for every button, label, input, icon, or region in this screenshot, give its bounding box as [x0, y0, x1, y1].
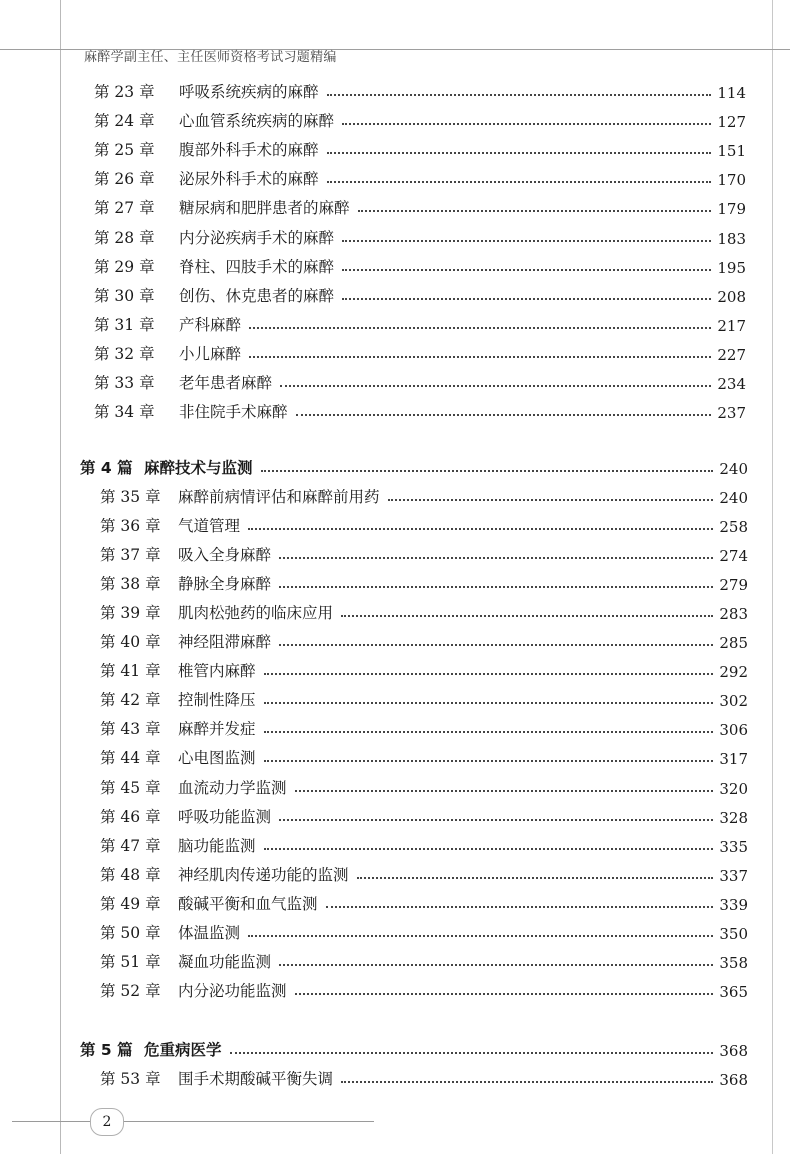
toc-chapter-entry: [100, 742, 748, 768]
chapter-title: 神经肌肉传递功能的监测: [178, 866, 349, 884]
dot-leader: [279, 643, 713, 646]
dot-leader: [279, 556, 713, 559]
chapter-number: 第 39 章: [100, 604, 161, 622]
part-title: 麻醉技术与监测: [144, 459, 253, 477]
chapter-number: 第 46 章: [100, 808, 161, 826]
page-ref: 170: [717, 171, 746, 189]
page-ref: 258: [719, 518, 748, 536]
chapter-number: 第 23 章: [94, 83, 155, 101]
page-ref: 151: [717, 142, 746, 160]
toc-chapter-entry: [94, 76, 746, 102]
chapter-number: 第 51 章: [100, 953, 161, 971]
page-ref: 240: [719, 489, 748, 507]
toc-chapter-entry: [94, 309, 746, 335]
chapter-title: 内分泌疾病手术的麻醉: [179, 229, 335, 247]
chapter-number: 第 41 章: [100, 662, 161, 680]
toc-chapter-entry: [100, 539, 748, 565]
page-ref: 195: [717, 259, 746, 277]
chapter-title: 吸入全身麻醉: [178, 546, 272, 564]
toc-chapter-entry: [100, 801, 748, 827]
dot-leader: [279, 963, 713, 966]
chapter-number: 第 28 章: [94, 229, 155, 247]
dot-leader: [249, 355, 711, 358]
chapter-title: 心电图监测: [178, 749, 256, 767]
page-frame-left-rule: [60, 0, 61, 1154]
chapter-number: 第 27 章: [94, 199, 155, 217]
dot-leader: [327, 93, 712, 96]
toc-part-entry: [80, 1034, 748, 1060]
page-ref: 328: [719, 809, 748, 827]
chapter-number: 第 38 章: [100, 575, 161, 593]
page-ref: 368: [719, 1071, 748, 1089]
page-ref: 368: [719, 1042, 748, 1060]
chapter-number: 第 47 章: [100, 837, 161, 855]
chapter-title: 脊柱、四肢手术的麻醉: [179, 258, 335, 276]
dot-leader: [264, 759, 714, 762]
page-ref: 183: [717, 230, 746, 248]
toc-chapter-entry: [94, 163, 746, 189]
page-ref: 285: [719, 634, 748, 652]
dot-leader: [249, 326, 711, 329]
dot-leader: [248, 527, 713, 530]
chapter-title: 腹部外科手术的麻醉: [179, 141, 319, 159]
toc-chapter-entry: [94, 396, 746, 422]
chapter-number: 第 30 章: [94, 287, 155, 305]
chapter-number: 第 31 章: [94, 316, 155, 334]
page-ref: 339: [719, 896, 748, 914]
chapter-title: 糖尿病和肥胖患者的麻醉: [179, 199, 350, 217]
page-ref: 240: [719, 460, 748, 478]
chapter-title: 创伤、休克患者的麻醉: [179, 287, 335, 305]
chapter-title: 产科麻醉: [179, 316, 242, 334]
page-ref: 317: [719, 750, 748, 768]
chapter-number: 第 48 章: [100, 866, 161, 884]
page-ref: 208: [717, 288, 746, 306]
chapter-number: 第 42 章: [100, 691, 161, 709]
chapter-number: 第 34 章: [94, 403, 155, 421]
dot-leader: [327, 151, 712, 154]
dot-leader: [264, 847, 714, 850]
toc-chapter-entry: [100, 510, 748, 536]
dot-leader: [279, 585, 713, 588]
dot-leader: [230, 1051, 714, 1054]
chapter-title: 肌肉松弛药的临床应用: [178, 604, 334, 622]
page-ref: 279: [719, 576, 748, 594]
toc-chapter-entry: [100, 1063, 748, 1089]
chapter-number: 第 33 章: [94, 374, 155, 392]
page-ref: 234: [717, 375, 746, 393]
chapter-number: 第 49 章: [100, 895, 161, 913]
toc-part-entry: [80, 452, 748, 478]
chapter-title: 泌尿外科手术的麻醉: [179, 170, 319, 188]
dot-leader: [296, 413, 712, 416]
dot-leader: [248, 934, 713, 937]
page-ref: 227: [717, 346, 746, 364]
page-ref: 335: [719, 838, 748, 856]
footer-rule-left: [12, 1121, 90, 1122]
chapter-title: 脑功能监测: [178, 837, 256, 855]
dot-leader: [327, 180, 712, 183]
page-ref: 306: [719, 721, 748, 739]
page-ref: 320: [719, 780, 748, 798]
toc-chapter-entry: [100, 597, 748, 623]
running-head: 麻醉学副主任、主任医师资格考试习题精编: [84, 50, 337, 65]
toc-chapter-entry: [100, 481, 748, 507]
page-ref: 237: [717, 404, 746, 422]
chapter-number: 第 37 章: [100, 546, 161, 564]
dot-leader: [358, 209, 712, 212]
page-ref: 358: [719, 954, 748, 972]
dot-leader: [264, 701, 714, 704]
chapter-title: 体温监测: [178, 924, 241, 942]
toc-chapter-entry: [100, 888, 748, 914]
dot-leader: [342, 268, 711, 271]
dot-leader: [341, 1080, 713, 1083]
page-frame-right-rule: [772, 0, 773, 1154]
dot-leader: [326, 905, 714, 908]
toc-chapter-entry: [100, 626, 748, 652]
chapter-number: 第 53 章: [100, 1070, 161, 1088]
toc-chapter-entry: [100, 975, 748, 1001]
chapter-number: 第 25 章: [94, 141, 155, 159]
page-ref: 365: [719, 983, 748, 1001]
toc-chapter-entry: [94, 251, 746, 277]
page-ref: 292: [719, 663, 748, 681]
toc-chapter-entry: [100, 713, 748, 739]
chapter-number: 第 40 章: [100, 633, 161, 651]
chapter-number: 第 24 章: [94, 112, 155, 130]
chapter-title: 椎管内麻醉: [178, 662, 256, 680]
toc-chapter-entry: [94, 192, 746, 218]
page-ref: 337: [719, 867, 748, 885]
chapter-title: 非住院手术麻醉: [179, 403, 288, 421]
footer-rule-right: [124, 1121, 374, 1122]
chapter-title: 呼吸系统疾病的麻醉: [179, 83, 319, 101]
chapter-title: 神经阻滞麻醉: [178, 633, 272, 651]
page-ref: 350: [719, 925, 748, 943]
toc-chapter-entry: [94, 338, 746, 364]
page-number: 2: [90, 1108, 124, 1136]
chapter-title: 酸碱平衡和血气监测: [178, 895, 318, 913]
part-title: 危重病医学: [144, 1041, 222, 1059]
chapter-title: 静脉全身麻醉: [178, 575, 272, 593]
chapter-number: 第 43 章: [100, 720, 161, 738]
toc-chapter-entry: [100, 859, 748, 885]
toc-chapter-entry: [100, 830, 748, 856]
chapter-number: 第 29 章: [94, 258, 155, 276]
dot-leader: [264, 730, 714, 733]
chapter-title: 控制性降压: [178, 691, 256, 709]
chapter-title: 麻醉前病情评估和麻醉前用药: [178, 488, 380, 506]
chapter-title: 老年患者麻醉: [179, 374, 273, 392]
toc-chapter-entry: [100, 684, 748, 710]
page-ref: 283: [719, 605, 748, 623]
dot-leader: [280, 384, 711, 387]
toc-chapter-entry: [100, 946, 748, 972]
chapter-title: 内分泌功能监测: [178, 982, 287, 1000]
dot-leader: [264, 672, 714, 675]
toc-chapter-entry: [94, 105, 746, 131]
dot-leader: [261, 469, 714, 472]
dot-leader: [295, 789, 714, 792]
toc-chapter-entry: [94, 280, 746, 306]
chapter-title: 血流动力学监测: [178, 779, 287, 797]
dot-leader: [342, 122, 711, 125]
dot-leader: [357, 876, 714, 879]
dot-leader: [342, 297, 711, 300]
chapter-title: 气道管理: [178, 517, 241, 535]
chapter-number: 第 35 章: [100, 488, 161, 506]
page-ref: 127: [717, 113, 746, 131]
toc-chapter-entry: [100, 772, 748, 798]
page-ref: 302: [719, 692, 748, 710]
chapter-title: 凝血功能监测: [178, 953, 272, 971]
dot-leader: [295, 992, 714, 995]
page-ref: 179: [717, 200, 746, 218]
toc-chapter-entry: [94, 134, 746, 160]
toc-chapter-entry: [94, 222, 746, 248]
dot-leader: [342, 239, 711, 242]
toc-chapter-entry: [100, 568, 748, 594]
toc-chapter-entry: [100, 917, 748, 943]
chapter-number: 第 32 章: [94, 345, 155, 363]
chapter-title: 小儿麻醉: [179, 345, 242, 363]
chapter-title: 麻醉并发症: [178, 720, 256, 738]
chapter-number: 第 45 章: [100, 779, 161, 797]
page-ref: 274: [719, 547, 748, 565]
toc-chapter-entry: [94, 367, 746, 393]
chapter-title: 心血管系统疾病的麻醉: [179, 112, 335, 130]
dot-leader: [341, 614, 713, 617]
page-ref: 217: [717, 317, 746, 335]
part-number: 第 5 篇: [80, 1041, 133, 1059]
page-ref: 114: [717, 84, 746, 102]
chapter-number: 第 44 章: [100, 749, 161, 767]
toc-chapter-entry: [100, 655, 748, 681]
part-number: 第 4 篇: [80, 459, 133, 477]
chapter-number: 第 50 章: [100, 924, 161, 942]
dot-leader: [388, 498, 714, 501]
chapter-number: 第 36 章: [100, 517, 161, 535]
chapter-title: 呼吸功能监测: [178, 808, 272, 826]
chapter-number: 第 52 章: [100, 982, 161, 1000]
chapter-title: 围手术期酸碱平衡失调: [178, 1070, 334, 1088]
dot-leader: [279, 818, 713, 821]
chapter-number: 第 26 章: [94, 170, 155, 188]
